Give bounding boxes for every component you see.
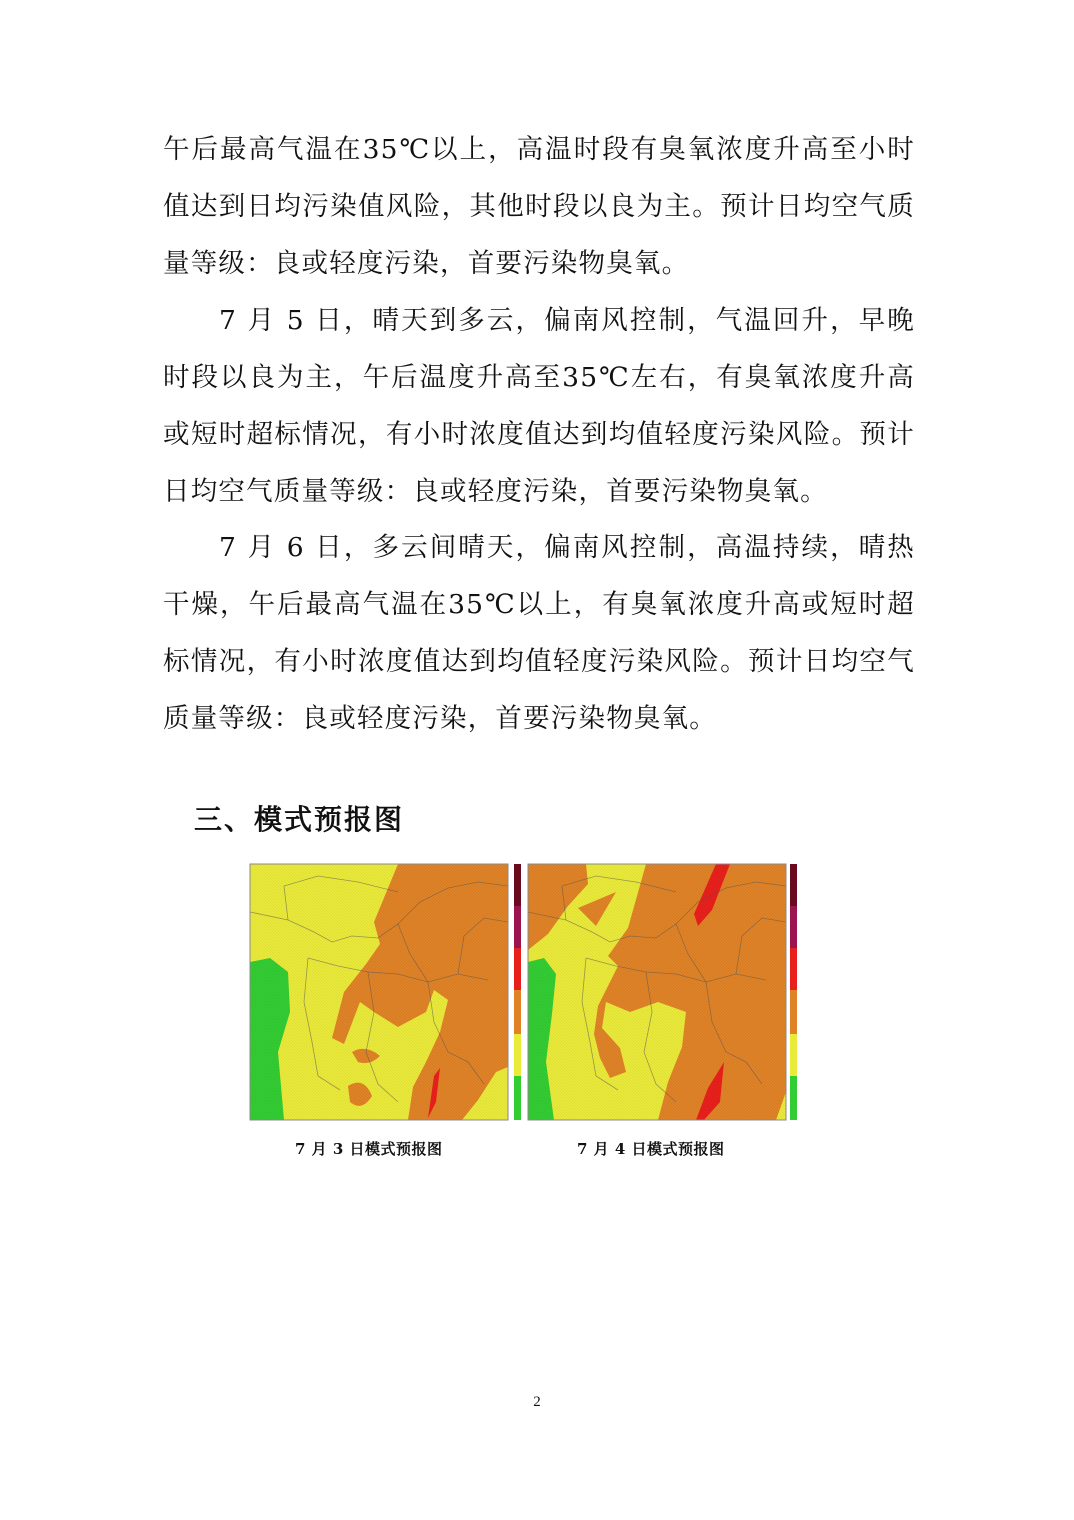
paragraph-july-3-continued: 午后最高气温在35℃以上，高温时段有臭氧浓度升高至小时值达到日均污染值风险，其他时段以良为主。预计日均空气质量等级：良或轻度污染，首要污染物臭氧。 (163, 134, 915, 279)
figure-caption-july-3: 7 月 3 日模式预报图 (295, 1140, 443, 1158)
color-legend-bar (514, 864, 521, 1120)
forecast-map-july-4 (526, 862, 802, 1122)
forecast-map-july-3 (248, 862, 524, 1122)
figure-caption-july-4: 7 月 4 日模式预报图 (577, 1140, 725, 1158)
page-number: 2 (533, 1394, 541, 1410)
paragraph-july-6: 7 月 6 日，多云间晴天，偏南风控制，高温持续，晴热干燥，午后最高气温在35℃以上，有臭氧浓度升高或短时超标情况，有小时浓度值达到均值轻度污染风险。预计日均空气质量等级：良或轻度污染，首要污染物臭氧。 (163, 532, 915, 734)
color-legend-bar (790, 864, 797, 1120)
section-heading: 三、模式预报图 (194, 803, 405, 836)
paragraph-july-5: 7 月 5 日，晴天到多云，偏南风控制，气温回升，早晚时段以良为主，午后温度升高至35℃左右，有臭氧浓度升高或短时超标情况，有小时浓度值达到均值轻度污染风险。预计日均空气质量等级：良或轻度污染，首要污染物臭氧。 (163, 305, 915, 507)
